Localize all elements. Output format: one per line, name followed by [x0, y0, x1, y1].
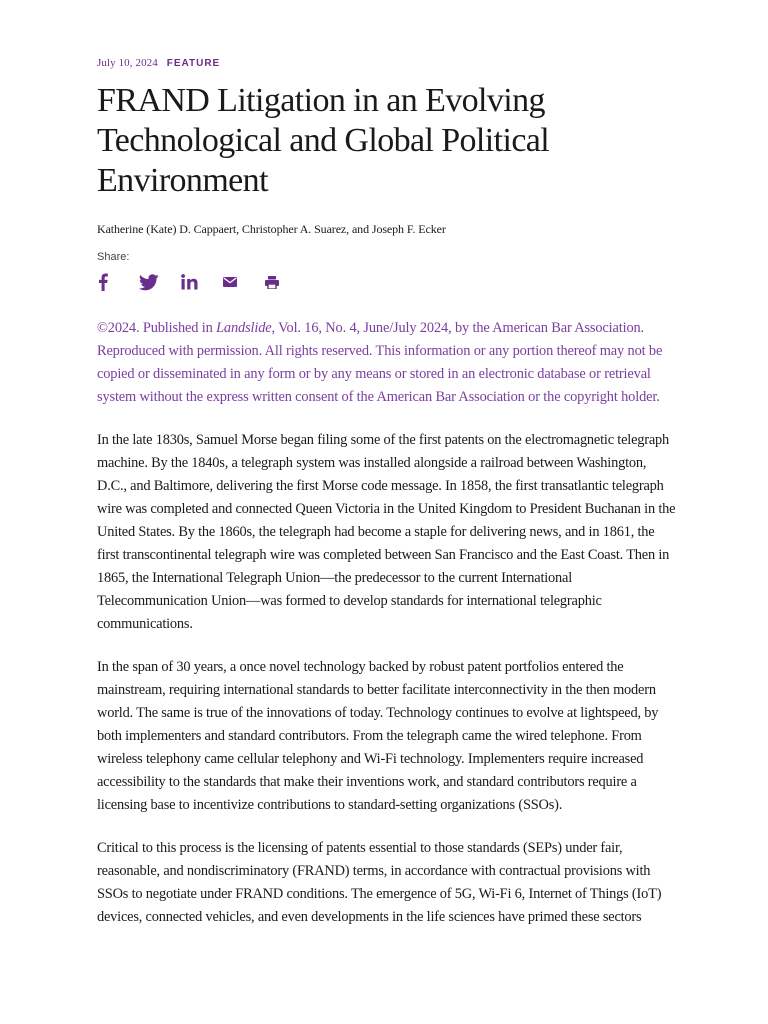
facebook-icon	[97, 273, 109, 291]
body-paragraph-1: In the late 1830s, Samuel Morse began filing some of the first patents on the electromagnetic telegraph machine. By the 1840s, a telegraph system was installed alongside a railroad between Washington, D.C., and Baltimore, delivering the first Morse code message. In 1858, the first transatlantic telegraph wire was completed and connected Queen Victoria in the United Kingdom to President Buchanan in the United States. By the 1860s, the telegraph had become a staple for delivering news, and in 1861, the first transcontinental telegraph wire was completed between San Francisco and the East Coast. Then in 1865, the International Telegraph Union—the predecessor to the current International Telecommunication Union—was formed to develop standards for international telegraphic communications.	[97, 432, 676, 632]
publication-name: Landslide	[216, 320, 272, 336]
publish-date: July 10, 2024	[97, 57, 158, 69]
share-linkedin-button[interactable]	[181, 269, 223, 295]
share-print-button[interactable]	[265, 269, 307, 295]
author-byline: Katherine (Kate) D. Cappaert, Christopher A. Suarez, and Joseph F. Ecker	[97, 222, 446, 236]
body-paragraph-3: Critical to this process is the licensing of patents essential to those standards (SEPs) under fair, reasonable, and nondiscriminatory (FRAND) terms, in accordance with contractual provisions with SSOs to negotiate under FRAND conditions. The emergence of 5G, Wi-Fi 6, Internet of Things (IoT) devices, connected vehicles, and even developments in the life sciences have primed these sectors	[97, 840, 662, 925]
copyright-notice	[97, 317, 677, 409]
email-icon	[223, 277, 237, 287]
twitter-icon	[139, 274, 159, 291]
category-label[interactable]: FEATURE	[166, 58, 221, 69]
article-title: FRAND Litigation in an Evolving Technological and Global Political Environment	[97, 82, 550, 199]
body-paragraph-2: In the span of 30 years, a once novel technology backed by robust patent portfolios entered the mainstream, requiring international standards to better facilitate interconnectivity in the then modern world. The same is true of the innovations of today. Technology continues to evolve at lightspeed, by both implementers and standard contributors. From the telegraph came the wired telephone. From wireless telephony came cellular telephony and Wi-Fi technology. Implementers require increased accessibility to the standards that make their inventions work, and standard contributors require a licensing base to incentivize contributions to standard-setting organizations (SSOs).	[97, 659, 659, 813]
share-label: Share:	[97, 251, 130, 263]
share-toolbar	[97, 269, 677, 295]
share-facebook-button[interactable]	[97, 269, 139, 295]
copyright-prefix: ©2024. Published in	[97, 320, 217, 336]
article	[97, 56, 677, 943]
share-twitter-button[interactable]	[139, 269, 181, 295]
copyright-text: , Vol. 16, No. 4, June/July 2024, by the American Bar Association. Reproduced with permission. All rights reserved. This information or any portion thereof may not be copied or disseminated in any form or by any means or stored in an electronic database or retrieval system without the express written consent of the American Bar Association or the copyright holder.	[97, 320, 663, 405]
share-email-button[interactable]	[223, 269, 265, 295]
article-meta	[97, 56, 677, 71]
print-icon	[265, 276, 279, 289]
linkedin-icon	[181, 274, 199, 290]
